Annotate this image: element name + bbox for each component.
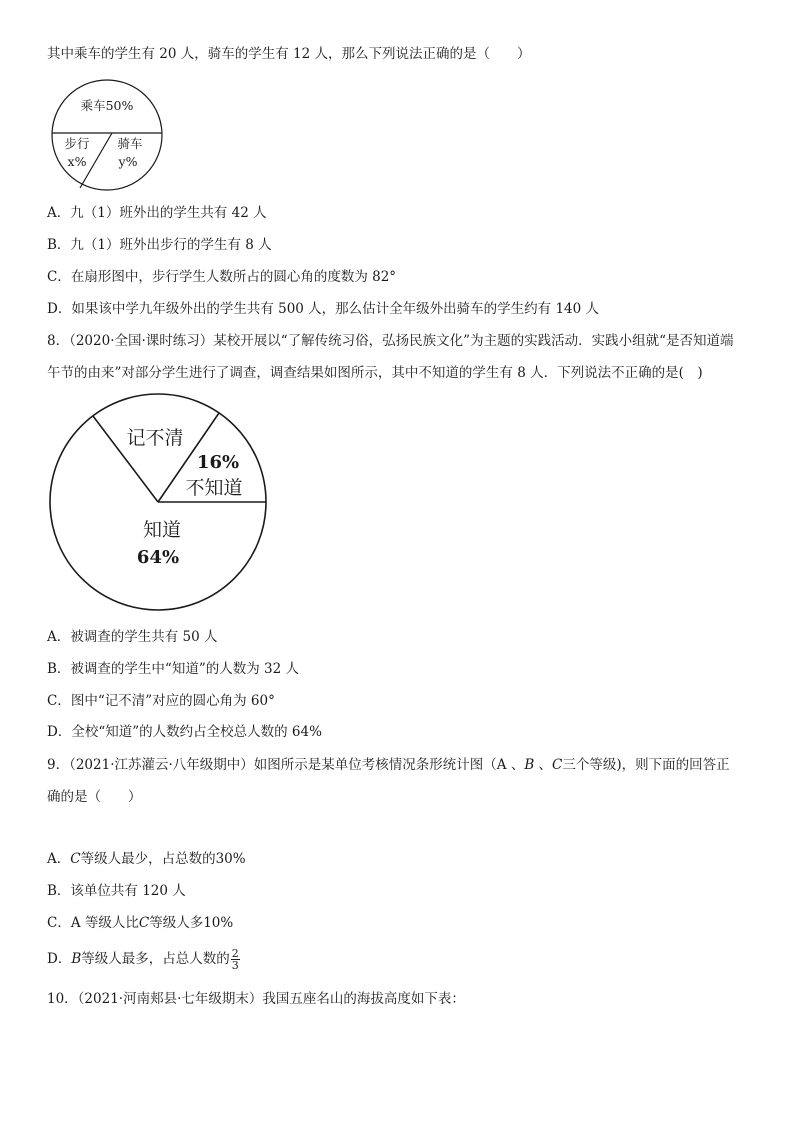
q9-stem-var-c: C — [552, 757, 563, 773]
q9-option-d-var: B — [71, 951, 82, 967]
q7-pie-chart — [44, 78, 170, 192]
q7-option-a: A．九（1）班外出的学生共有 42 人 — [47, 205, 267, 221]
q7-option-c: C．在扇形图中，步行学生人数所占的圆心角的度数为 82° — [47, 269, 397, 285]
q8-pie-forget-label: 记不清 — [126, 427, 184, 449]
q7-option-b: B．九（1）班外出步行的学生有 8 人 — [47, 237, 272, 253]
q8-option-a: A．被调查的学生共有 50 人 — [47, 629, 218, 645]
q8-pie-unknown-pct: 16% — [196, 452, 240, 473]
q9-stem-sep: 、 — [534, 757, 553, 773]
q8-pie-know-label: 知道 — [142, 519, 182, 541]
q9-option-c — [47, 914, 233, 932]
q7-pie-bike-pct: y% — [118, 154, 138, 169]
q7-pie-walk-pct: x% — [67, 154, 87, 169]
q9-option-c-prefix: C．A 等级人比 — [47, 915, 139, 931]
q9-stem-var-b: B — [524, 757, 535, 773]
q10-stem: 10．（2021·河南郏县·七年级期末）我国五座名山的海拔高度如下表： — [47, 991, 465, 1007]
q9-option-d — [47, 948, 240, 971]
q9-stem-line2: 确的是（ ） — [47, 789, 142, 805]
q7-pie-bike-label: 骑车 — [117, 136, 143, 151]
q9-option-d-prefix: D． — [47, 951, 72, 967]
q9-option-c-text: 等级人多10% — [149, 915, 234, 931]
q7-pie-ride-label: 乘车50% — [80, 98, 134, 113]
q9-stem-part2: 三个等级)，则下面的回答正 — [562, 757, 730, 773]
q9-stem-part1: 9．（2021·江苏灌云·八年级期中）如图所示是某单位考核情况条形统计图（A 、 — [47, 757, 525, 773]
q8-stem-line2: 午节的由来”对部分学生进行了调查，调查结果如图所示，其中不知道的学生有 8 人．下列说法不正确的是( ) — [47, 365, 703, 381]
q9-option-a-text: 等级人最少，占总数的30% — [80, 851, 246, 867]
q9-option-d-text: 等级人最多，占总人数的 — [81, 951, 230, 967]
q9-option-b: B．该单位共有 120 人 — [47, 883, 186, 899]
q7-pie-circle — [52, 80, 162, 190]
q9-stem-line1 — [47, 756, 730, 774]
q8-pie-chart — [44, 390, 270, 614]
q7-stem: 其中乘车的学生有 20 人，骑车的学生有 12 人，那么下列说法正确的是（ ） — [47, 46, 531, 62]
q9-option-c-var: C — [138, 915, 150, 931]
q8-option-d: D．全校“知道”的人数约占全校总人数的 64% — [47, 724, 322, 740]
q8-option-c: C．图中“记不清”对应的圆心角为 60° — [47, 693, 275, 709]
q9-option-a-var: C — [70, 851, 81, 867]
q7-option-d: D．如果该中学九年级外出的学生共有 500 人，那么估计全年级外出骑车的学生约有 140 人 — [47, 301, 600, 317]
q8-stem-line1: 8．（2020·全国·课时练习）某校开展以“了解传统习俗，弘扬民族文化”为主题的实践活动．实践小组就“是否知道端 — [47, 333, 734, 349]
q9-option-a — [47, 850, 246, 868]
q7-pie-walk-label: 步行 — [64, 136, 90, 151]
q9-option-d-fraction — [231, 948, 240, 971]
q8-pie-know-pct: 64% — [136, 547, 180, 568]
q9-option-a-prefix: A． — [47, 851, 71, 867]
q8-option-b: B．被调查的学生中“知道”的人数为 32 人 — [47, 661, 299, 677]
fraction-numerator: 2 — [231, 947, 239, 960]
fraction-denominator: 3 — [231, 959, 239, 972]
q8-pie-unknown-label: 不知道 — [185, 477, 243, 499]
